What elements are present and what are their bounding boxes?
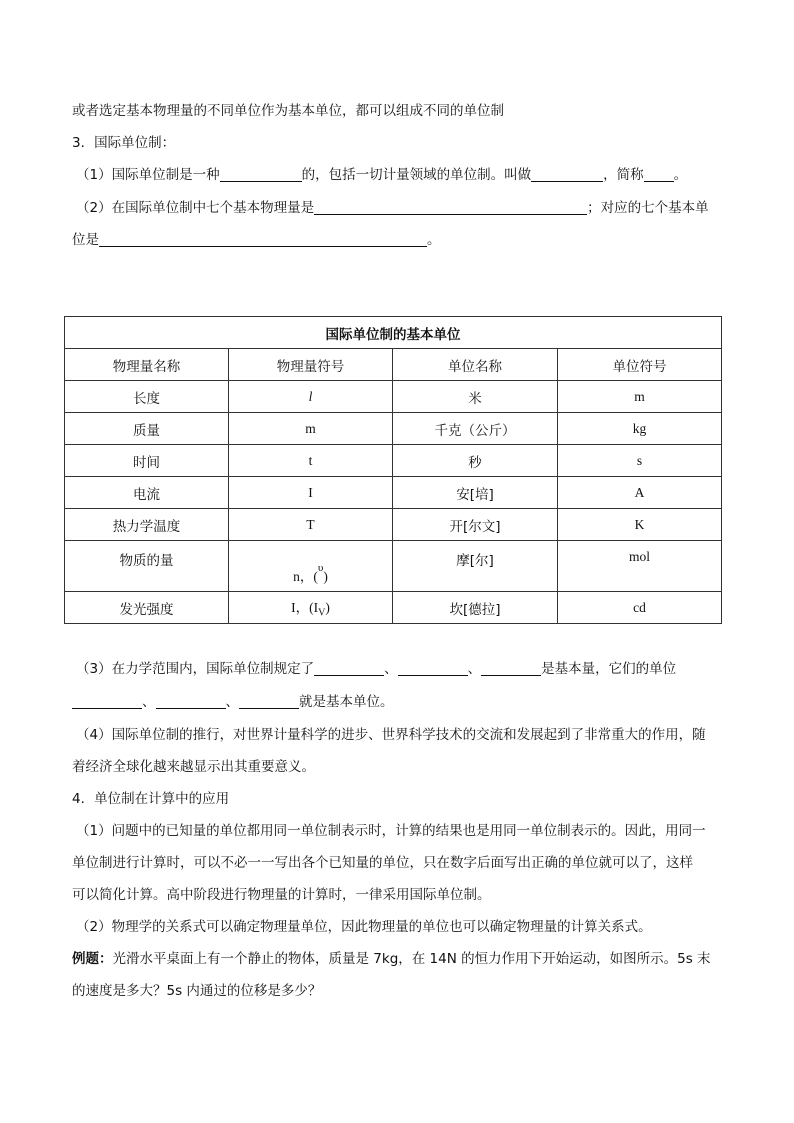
symbol-close: ) — [323, 569, 328, 584]
header-unit: 单位名称 — [393, 349, 558, 381]
blank-5[interactable] — [99, 231, 427, 247]
item3-end: 就是基本单位。 — [299, 694, 394, 710]
item3-sep: 、 — [384, 661, 398, 677]
item3-prefix: （3）在力学范围内，国际单位制规定了 — [76, 661, 315, 677]
cell-unit: 摩[尔] — [393, 541, 558, 592]
section3-heading: 3．国际单位制： — [72, 135, 176, 151]
cell-unit: 坎[德拉] — [393, 592, 558, 624]
item3-sep: 、 — [467, 661, 482, 677]
item1-prefix: （1）国际单位制是一种 — [76, 167, 220, 183]
table-row — [65, 445, 722, 477]
section4-p1-line3: 可以简化计算。高中阶段进行物理量的计算时，一律采用国际单位制。 — [72, 887, 491, 903]
cell-unit: 开[尔文] — [393, 509, 558, 541]
cell-name: 热力学温度 — [65, 509, 229, 541]
symbol-close: ) — [325, 600, 330, 616]
cell-unit: 千克（公斤） — [393, 413, 558, 445]
item4-line1: （4）国际单位制的推行，对世界计量科学的进步、世界科学技术的交流和发展起到了非常重大的作用，随 — [76, 727, 706, 743]
cell-unit-symbol: K — [558, 509, 722, 541]
cell-symbol: I — [229, 477, 393, 509]
header-unit-symbol: 单位符号 — [558, 349, 722, 381]
symbol-nu: υ — [317, 562, 324, 574]
example-text: 光滑水平桌面上有一个静止的物体，质量是 7kg，在 14N 的恒力作用下开始运动，如图所示。5s 末 — [112, 951, 711, 967]
item4-line2: 着经济全球化越来越显示出其重要意义。 — [72, 759, 315, 775]
cell-unit-symbol: A — [558, 477, 722, 509]
example-line1 — [72, 949, 711, 969]
item3-mid: 是基本量，它们的单位 — [541, 661, 677, 677]
table-row — [65, 541, 722, 592]
table-row — [65, 413, 722, 445]
header-name: 物理量名称 — [65, 349, 229, 381]
item1-mid2: ，简称 — [603, 167, 644, 183]
cell-symbol — [229, 592, 393, 624]
blank-6[interactable] — [314, 660, 384, 676]
blank-1[interactable] — [220, 166, 302, 182]
table-row — [65, 592, 722, 624]
cell-unit: 安[培] — [393, 477, 558, 509]
item3-line1 — [76, 659, 676, 679]
header-symbol: 物理量符号 — [229, 349, 393, 381]
blank-3[interactable] — [644, 166, 674, 182]
cell-name: 时间 — [65, 445, 229, 477]
si-base-units-table — [64, 316, 722, 624]
cell-name: 发光强度 — [65, 592, 229, 624]
intro-text: 或者选定基本物理量的不同单位作为基本单位，都可以组成不同的单位制 — [72, 103, 504, 119]
section4-p2: （2）物理学的关系式可以确定物理量单位，因此物理量的单位也可以确定物理量的计算关系式。 — [76, 919, 652, 935]
blank-11[interactable] — [239, 693, 299, 709]
table-header-row — [65, 349, 722, 381]
table-caption: 国际单位制的基本单位 — [65, 317, 722, 349]
table-row — [65, 509, 722, 541]
blank-9[interactable] — [72, 693, 142, 709]
item1-end: 。 — [673, 167, 688, 183]
cell-symbol: T — [229, 509, 393, 541]
cell-unit-symbol: cd — [558, 592, 722, 624]
blank-4[interactable] — [314, 199, 587, 215]
table-row — [65, 477, 722, 509]
cell-name: 电流 — [65, 477, 229, 509]
item3-line2 — [72, 692, 394, 712]
cell-symbol — [229, 541, 393, 592]
symbol-I: I，(I — [291, 600, 319, 616]
section4-heading: 4．单位制在计算中的应用 — [72, 791, 230, 807]
blank-10[interactable] — [156, 693, 226, 709]
symbol-v: V — [318, 607, 326, 619]
cell-name: 质量 — [65, 413, 229, 445]
item3-sep: 、 — [225, 694, 239, 710]
section4-p1-line1: （1）问题中的已知量的单位都用同一单位制表示时，计算的结果也是用同一单位制表示的。因此，用同一 — [76, 823, 706, 839]
section3-item2 — [76, 198, 709, 218]
cell-unit-symbol: kg — [558, 413, 722, 445]
item2-mid: ；对应的七个基本单 — [587, 200, 709, 216]
blank-8[interactable] — [481, 660, 541, 676]
section4-p1-line2: 单位制进行计算时，可以不必一一写出各个已知量的单位，只在数字后面写出正确的单位就可以了，这样 — [72, 855, 693, 871]
cell-symbol: t — [229, 445, 393, 477]
example-label: 例题： — [72, 951, 113, 967]
item2-end: 。 — [427, 232, 441, 248]
item2-prefix: （2）在国际单位制中七个基本物理量是 — [76, 200, 315, 216]
item2-line2-prefix: 位是 — [72, 232, 99, 248]
table-row — [65, 381, 722, 413]
section3-item1 — [76, 165, 687, 185]
blank-7[interactable] — [398, 660, 468, 676]
section3-item2-line2 — [72, 230, 441, 250]
cell-unit-symbol: mol — [558, 541, 722, 592]
cell-unit: 秒 — [393, 445, 558, 477]
item1-mid: 的，包括一切计量领域的单位制。叫做 — [301, 167, 532, 183]
example-line2: 的速度是多大？5s 内通过的位移是多少？ — [72, 983, 322, 999]
symbol-n: n，( — [293, 569, 318, 584]
cell-name: 物质的量 — [65, 541, 229, 592]
cell-name: 长度 — [65, 381, 229, 413]
cell-unit-symbol: m — [558, 381, 722, 413]
cell-symbol: m — [229, 413, 393, 445]
cell-unit: 米 — [393, 381, 558, 413]
blank-2[interactable] — [531, 166, 603, 182]
item3-sep: 、 — [142, 694, 156, 710]
cell-unit-symbol: s — [558, 445, 722, 477]
cell-symbol: l — [229, 381, 393, 413]
